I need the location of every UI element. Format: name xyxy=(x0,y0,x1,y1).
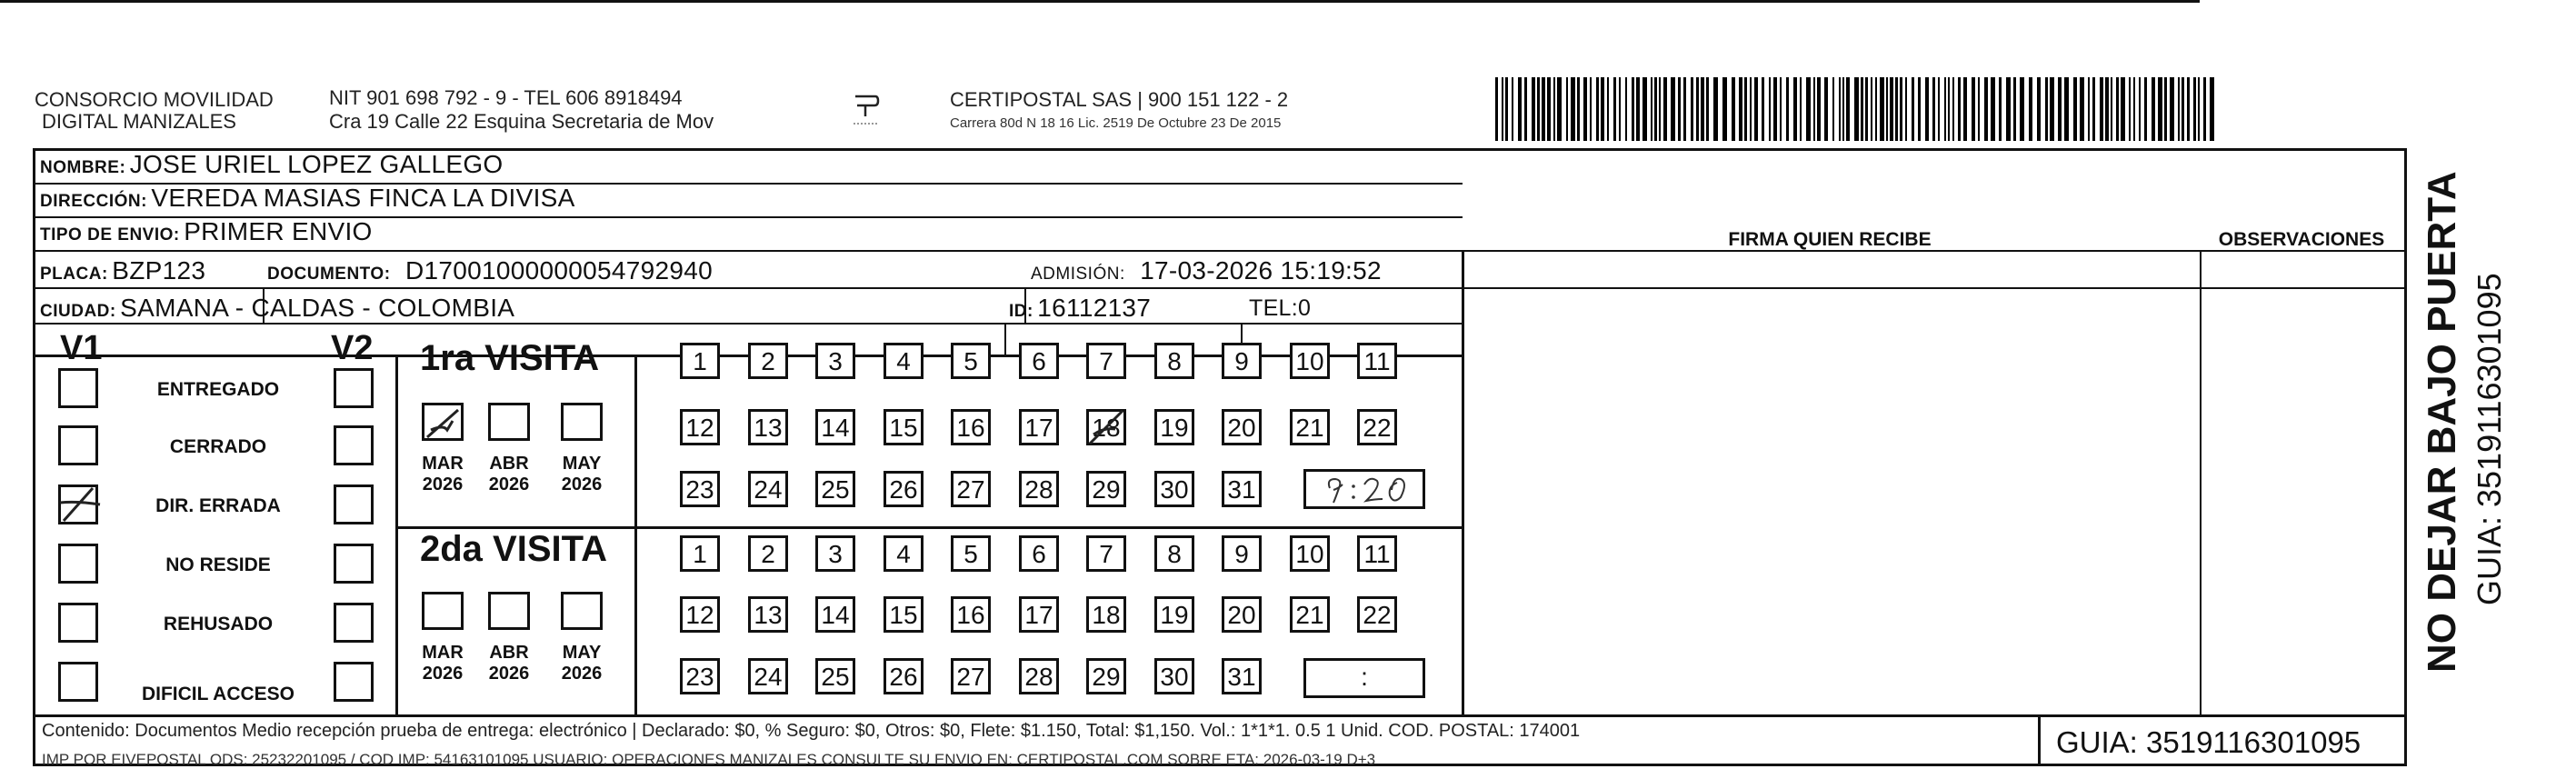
barcode-bar xyxy=(1773,77,1777,141)
barcode-bar xyxy=(2187,77,2190,141)
month-checkbox-mar[interactable] xyxy=(422,592,464,630)
barcode-bar xyxy=(2045,77,2048,141)
company-line-2: DIGITAL MANIZALES xyxy=(42,110,236,133)
carrier-logo-icon xyxy=(850,89,881,129)
barcode-bar xyxy=(1832,77,1834,141)
admision-value: 17-03-2026 15:19:52 xyxy=(1140,256,1382,285)
barcode-bar xyxy=(1518,77,1522,141)
day-box[interactable]: 11 xyxy=(1357,535,1397,572)
barcode-bar xyxy=(2164,77,2167,141)
barcode-bar xyxy=(1642,77,1647,141)
day-box[interactable]: 20 xyxy=(1222,596,1262,633)
barcode-bar xyxy=(1793,77,1797,141)
barcode-bar xyxy=(1739,77,1742,141)
v1-checkbox[interactable] xyxy=(58,544,98,584)
month-label xyxy=(417,454,468,495)
barcode-bar xyxy=(2092,77,2095,141)
status-label: CERRADO xyxy=(169,436,267,457)
day-box[interactable]: 29 xyxy=(1086,471,1126,507)
direccion-row xyxy=(40,183,575,218)
v2-checkbox[interactable] xyxy=(334,484,374,524)
month-label xyxy=(417,643,468,684)
barcode-bar xyxy=(1505,77,1508,141)
footer-line xyxy=(35,714,2404,717)
barcode-bar xyxy=(1842,77,1844,141)
barcode-bar xyxy=(1952,77,1954,141)
barcode xyxy=(1495,77,2222,141)
day-box[interactable]: 6 xyxy=(1019,343,1059,379)
day-box[interactable]: 25 xyxy=(815,658,855,694)
barcode-bar xyxy=(1846,77,1850,141)
barcode-bar xyxy=(1524,77,1527,141)
day-box[interactable]: 2 xyxy=(748,343,788,379)
no-dejar-bajo-puerta: NO DEJAR BAJO PUERTA xyxy=(2420,171,2464,673)
status-label: REHUSADO xyxy=(163,614,274,634)
barcode-bar xyxy=(1991,77,1995,141)
direccion-value: VEREDA MASIAS FINCA LA DIVISA xyxy=(151,184,575,212)
barcode-bar xyxy=(1999,77,2002,141)
v1-checkbox[interactable] xyxy=(58,425,98,465)
day-box[interactable]: 14 xyxy=(815,596,855,633)
day-box[interactable]: 6 xyxy=(1019,535,1059,572)
documento-label: DOCUMENTO: xyxy=(267,265,391,284)
barcode-bar xyxy=(1512,77,1513,141)
barcode-bar xyxy=(1925,77,1929,141)
barcode-bar xyxy=(2116,77,2119,141)
barcode-bar xyxy=(1613,77,1616,141)
cell-divider xyxy=(1004,323,1006,355)
day-box[interactable]: 13 xyxy=(748,596,788,633)
v1-checkbox[interactable] xyxy=(58,484,98,524)
day-box[interactable]: 20 xyxy=(1222,409,1262,445)
day-box[interactable]: 31 xyxy=(1222,471,1262,507)
top-border-line xyxy=(0,0,2200,3)
footer-imp: IMP POR EIVEPOSTAL ODS: 25232201095 / COD IMP: 54163101095 USUARIO: OPERACIONES MANIZALES CONSULTE SU ENVIO EN: CERTIPOSTAL.COM SOBRE ETA: 2026-03-19 D+3 xyxy=(42,751,1376,768)
barcode-bar xyxy=(1824,77,1828,141)
day-box[interactable]: 30 xyxy=(1154,471,1194,507)
barcode-bar xyxy=(1696,77,1699,141)
day-box[interactable]: 26 xyxy=(884,471,924,507)
placa-row xyxy=(40,255,205,291)
id-row xyxy=(1009,293,1151,328)
documento-value: D17001000000054792940 xyxy=(405,256,713,285)
day-box[interactable]: 2 xyxy=(748,535,788,572)
day-box[interactable]: 26 xyxy=(884,658,924,694)
barcode-bar xyxy=(1890,77,1893,141)
barcode-bar xyxy=(1671,77,1675,141)
day-box[interactable]: 27 xyxy=(951,471,991,507)
barcode-bar xyxy=(1547,77,1551,141)
ciudad-row xyxy=(40,293,514,328)
barcode-bar xyxy=(2198,77,2200,141)
address-line: Cra 19 Calle 22 Esquina Secretaria de Mov xyxy=(329,110,714,133)
barcode-bar xyxy=(2058,77,2062,141)
nombre-value: JOSE URIEL LOPEZ GALLEGO xyxy=(129,150,504,178)
barcode-bar xyxy=(1963,77,1967,141)
barcode-bar xyxy=(2006,77,2011,141)
barcode-bar xyxy=(1865,77,1868,141)
status-label: DIFICIL ACCESO xyxy=(141,684,295,704)
month-year: 2026 xyxy=(488,474,530,494)
barcode-bar xyxy=(1722,77,1727,141)
day-box[interactable]: 8 xyxy=(1154,535,1194,572)
placa-label: PLACA: xyxy=(40,265,108,284)
day-box[interactable]: 12 xyxy=(680,596,720,633)
day-box[interactable]: 16 xyxy=(951,409,991,445)
day-box[interactable]: 13 xyxy=(748,409,788,445)
barcode-bar xyxy=(2073,77,2077,141)
barcode-bar xyxy=(1678,77,1681,141)
barcode-bar xyxy=(1583,77,1587,141)
barcode-bar xyxy=(2178,77,2180,141)
barcode-bar xyxy=(2050,77,2054,141)
day-box[interactable]: 31 xyxy=(1222,658,1262,694)
barcode-bar xyxy=(1762,77,1764,141)
status-label: DIR. ERRADA xyxy=(155,495,281,516)
barcode-bar xyxy=(1553,77,1555,141)
carrier-line-1: CERTIPOSTAL SAS | 900 151 122 - 2 xyxy=(950,88,1289,111)
month-name: MAR xyxy=(422,454,464,474)
tipo-label: TIPO DE ENVIO: xyxy=(40,225,180,245)
barcode-bar xyxy=(2029,77,2032,141)
barcode-bar xyxy=(1744,77,1747,141)
day-box[interactable]: 21 xyxy=(1290,409,1330,445)
barcode-bar xyxy=(1905,77,1907,141)
barcode-bar xyxy=(1806,77,1811,141)
month-checkbox-may[interactable] xyxy=(561,403,603,441)
barcode-bar xyxy=(1596,77,1599,141)
day-box[interactable]: 21 xyxy=(1290,596,1330,633)
barcode-bar xyxy=(2152,77,2155,141)
day-box[interactable]: 18 xyxy=(1086,409,1126,445)
day-box[interactable]: 28 xyxy=(1019,658,1059,694)
barcode-bar xyxy=(2037,77,2041,141)
admision-label: ADMISIÓN: xyxy=(1031,265,1125,284)
barcode-bar xyxy=(1800,77,1802,141)
v2-checkbox[interactable] xyxy=(334,425,374,465)
day-box[interactable]: 9 xyxy=(1222,343,1262,379)
placa-value: BZP123 xyxy=(112,256,206,285)
month-year: 2026 xyxy=(561,474,603,494)
nombre-row xyxy=(40,149,503,185)
day-box[interactable]: 8 xyxy=(1154,343,1194,379)
day-box[interactable]: 3 xyxy=(815,343,855,379)
carrier-line-2: Carrera 80d N 18 16 Lic. 2519 De Octubre 23 De 2015 xyxy=(950,115,1282,131)
v2-header: V2 xyxy=(331,329,374,367)
barcode-bar xyxy=(1948,77,1950,141)
day-box[interactable]: 1 xyxy=(680,535,720,572)
tel-row xyxy=(1249,293,1311,327)
second-visit-time-value: : xyxy=(1361,663,1368,691)
barcode-bar xyxy=(1619,77,1621,141)
day-box[interactable]: 19 xyxy=(1154,596,1194,633)
barcode-bar xyxy=(1495,77,1498,141)
barcode-bar xyxy=(1502,77,1503,141)
barcode-bar xyxy=(1861,77,1863,141)
month-checkbox-abr[interactable] xyxy=(488,403,530,441)
month-checkbox-abr[interactable] xyxy=(488,592,530,630)
side-guia: GUIA: 3519116301095 xyxy=(2471,273,2508,605)
barcode-bar xyxy=(2121,77,2125,141)
day-box[interactable]: 10 xyxy=(1290,343,1330,379)
barcode-bar xyxy=(1918,77,1921,141)
barcode-bar xyxy=(1972,77,1975,141)
day-box[interactable]: 4 xyxy=(884,343,924,379)
barcode-bar xyxy=(1875,77,1877,141)
documento-row xyxy=(267,255,713,291)
ciudad-label: CIUDAD: xyxy=(40,302,116,321)
id-label: ID: xyxy=(1009,302,1033,321)
barcode-bar xyxy=(1532,77,1535,141)
col-divider xyxy=(1462,250,1464,714)
barcode-bar xyxy=(1854,77,1859,141)
nit-line: NIT 901 698 792 - 9 - TEL 606 8918494 xyxy=(329,86,683,109)
day-box[interactable]: 11 xyxy=(1357,343,1397,379)
day-box[interactable]: 22 xyxy=(1357,596,1397,633)
day-box[interactable]: 23 xyxy=(680,658,720,694)
barcode-bar xyxy=(2105,77,2109,141)
barcode-bar xyxy=(2100,77,2103,141)
visit-divider xyxy=(634,355,637,714)
status-label: ENTREGADO xyxy=(156,379,280,400)
month-label xyxy=(556,454,607,495)
barcode-bar xyxy=(1542,77,1545,141)
v1-checkbox[interactable] xyxy=(58,368,98,408)
tipo-row xyxy=(40,216,373,252)
barcode-bar xyxy=(1938,77,1940,141)
admision-row xyxy=(1031,255,1382,291)
month-name: ABR xyxy=(489,643,529,663)
barcode-bar xyxy=(2088,77,2090,141)
firma-header: FIRMA QUIEN RECIBE xyxy=(1728,229,1932,250)
barcode-bar xyxy=(1571,77,1575,141)
month-label xyxy=(484,454,534,495)
v2-checkbox[interactable] xyxy=(334,603,374,643)
day-box[interactable]: 28 xyxy=(1019,471,1059,507)
month-name: MAY xyxy=(562,643,602,663)
barcode-bar xyxy=(1701,77,1704,141)
day-box[interactable]: 10 xyxy=(1290,535,1330,572)
barcode-bar xyxy=(1786,77,1789,141)
day-box[interactable]: 4 xyxy=(884,535,924,572)
month-name: MAR xyxy=(422,643,464,663)
day-box[interactable]: 5 xyxy=(951,343,991,379)
barcode-bar xyxy=(2080,77,2084,141)
barcode-bar xyxy=(2170,77,2174,141)
barcode-bar xyxy=(1732,77,1735,141)
barcode-bar xyxy=(1817,77,1821,141)
nombre-label: NOMBRE: xyxy=(40,158,126,177)
barcode-bar xyxy=(1813,77,1815,141)
barcode-bar xyxy=(1713,77,1718,141)
barcode-bar xyxy=(2129,77,2131,141)
day-box[interactable]: 24 xyxy=(748,658,788,694)
tipo-value: PRIMER ENVIO xyxy=(184,217,373,245)
v1-checkbox[interactable] xyxy=(58,662,98,702)
v1-header: V1 xyxy=(60,329,103,367)
barcode-bar xyxy=(1537,77,1540,141)
visit-divider xyxy=(395,355,398,714)
day-box[interactable]: 25 xyxy=(815,471,855,507)
day-box[interactable]: 16 xyxy=(951,596,991,633)
first-visit-time-box[interactable] xyxy=(1303,469,1425,509)
barcode-bar xyxy=(2182,77,2184,141)
footer-divider xyxy=(2038,714,2041,766)
barcode-bar xyxy=(1706,77,1709,141)
month-checkbox-may[interactable] xyxy=(561,592,603,630)
id-value: 16112137 xyxy=(1037,294,1152,322)
barcode-bar xyxy=(2111,77,2112,141)
barcode-bar xyxy=(1750,77,1752,141)
barcode-bar xyxy=(1880,77,1884,141)
day-box[interactable]: 12 xyxy=(680,409,720,445)
ciudad-value: SAMANA - CALDAS - COLOMBIA xyxy=(120,294,515,322)
day-box[interactable]: 5 xyxy=(951,535,991,572)
day-box[interactable]: 9 xyxy=(1222,535,1262,572)
month-year: 2026 xyxy=(422,664,464,684)
barcode-bar xyxy=(1886,77,1888,141)
month-label xyxy=(484,643,534,684)
footer-guia: GUIA: 3519116301095 xyxy=(2056,725,2361,759)
month-year: 2026 xyxy=(561,664,603,684)
barcode-bar xyxy=(2020,77,2024,141)
barcode-bar xyxy=(2013,77,2016,141)
day-box[interactable]: 17 xyxy=(1019,409,1059,445)
barcode-bar xyxy=(1691,77,1693,141)
v2-checkbox[interactable] xyxy=(334,544,374,584)
status-label: NO RESIDE xyxy=(165,554,271,575)
month-name: MAY xyxy=(562,454,602,474)
day-box[interactable]: 7 xyxy=(1086,535,1126,572)
day-box[interactable]: 27 xyxy=(951,658,991,694)
barcode-bar xyxy=(1577,77,1580,141)
barcode-bar xyxy=(1625,77,1627,141)
day-box[interactable]: 29 xyxy=(1086,658,1126,694)
barcode-bar xyxy=(1557,77,1562,141)
observaciones-header: OBSERVACIONES xyxy=(2218,229,2385,250)
barcode-bar xyxy=(2203,77,2206,141)
second-visit-title: 2da VISITA xyxy=(420,529,607,569)
barcode-bar xyxy=(2193,77,2196,141)
col-header-line xyxy=(1463,287,2404,289)
barcode-bar xyxy=(1566,77,1568,141)
barcode-bar xyxy=(2210,77,2214,141)
v1-checkbox[interactable] xyxy=(58,603,98,643)
barcode-bar xyxy=(1636,77,1640,141)
barcode-bar xyxy=(1663,77,1667,141)
day-box[interactable]: 23 xyxy=(680,471,720,507)
barcode-bar xyxy=(2158,77,2162,141)
barcode-bar xyxy=(1895,77,1898,141)
barcode-bar xyxy=(2144,77,2147,141)
tel-value: TEL:0 xyxy=(1249,295,1312,321)
v2-checkbox[interactable] xyxy=(334,368,374,408)
barcode-bar xyxy=(2139,77,2141,141)
day-box[interactable]: 14 xyxy=(815,409,855,445)
barcode-bar xyxy=(1769,77,1771,141)
barcode-bar xyxy=(1683,77,1686,141)
barcode-bar xyxy=(1780,77,1782,141)
day-box[interactable]: 17 xyxy=(1019,596,1059,633)
month-year: 2026 xyxy=(488,664,530,684)
day-box[interactable]: 1 xyxy=(680,343,720,379)
month-name: ABR xyxy=(489,454,529,474)
barcode-bar xyxy=(1932,77,1935,141)
barcode-bar xyxy=(1871,77,1872,141)
v2-checkbox[interactable] xyxy=(334,662,374,702)
direccion-label: DIRECCIÓN: xyxy=(40,192,147,211)
day-box[interactable]: 18 xyxy=(1086,596,1126,633)
barcode-bar xyxy=(1651,77,1652,141)
day-box[interactable]: 19 xyxy=(1154,409,1194,445)
month-label xyxy=(556,643,607,684)
first-visit-time-handwriting xyxy=(1306,472,1423,508)
barcode-bar xyxy=(1912,77,1914,141)
barcode-bar xyxy=(2133,77,2135,141)
second-visit-time-box[interactable] xyxy=(1303,658,1425,698)
barcode-bar xyxy=(1839,77,1841,141)
month-checkbox-mar[interactable] xyxy=(422,403,464,441)
day-box[interactable]: 15 xyxy=(884,596,924,633)
company-line-1: CONSORCIO MOVILIDAD xyxy=(35,88,274,111)
barcode-bar xyxy=(1754,77,1758,141)
month-year: 2026 xyxy=(422,474,464,494)
first-visit-title: 1ra VISITA xyxy=(420,338,600,378)
barcode-bar xyxy=(1958,77,1961,141)
day-box[interactable]: 24 xyxy=(748,471,788,507)
day-box[interactable]: 15 xyxy=(884,409,924,445)
barcode-bar xyxy=(1607,77,1609,141)
barcode-bar xyxy=(1984,77,1988,141)
barcode-bar xyxy=(2064,77,2069,141)
barcode-bar xyxy=(1590,77,1592,141)
day-box[interactable]: 7 xyxy=(1086,343,1126,379)
barcode-bar xyxy=(1654,77,1657,141)
day-box[interactable]: 3 xyxy=(815,535,855,572)
footer-contenido: Contenido: Documentos Medio recepción prueba de entrega: electrónico | Declarado: $0, % Seguro: $0, Otros: $0, Flete: $1.150, Total: $1,150. Vol.: 1*1*1. 0.5 1 Unid. COD. POSTAL: 174001 xyxy=(42,721,1581,741)
barcode-bar xyxy=(1944,77,1946,141)
col-divider xyxy=(2200,250,2202,714)
barcode-bar xyxy=(1659,77,1661,141)
barcode-bar xyxy=(1900,77,1902,141)
day-box[interactable]: 22 xyxy=(1357,409,1397,445)
barcode-bar xyxy=(1632,77,1634,141)
barcode-bar xyxy=(1978,77,1980,141)
day-box[interactable]: 30 xyxy=(1154,658,1194,694)
barcode-bar xyxy=(1601,77,1604,141)
